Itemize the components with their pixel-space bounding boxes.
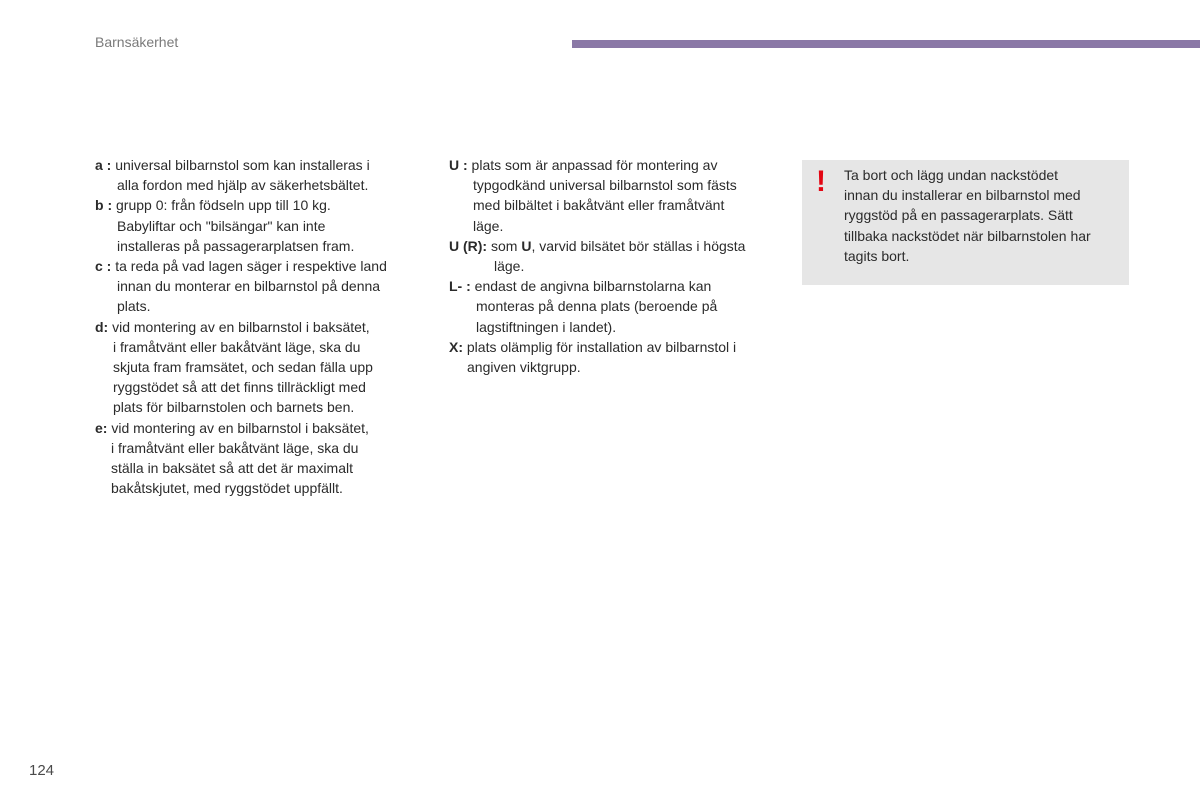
exclamation-icon: ! (816, 165, 826, 198)
definition-key: b : (95, 197, 113, 214)
definition-text: som (487, 237, 522, 254)
warning-line: tagits bort. (844, 247, 910, 264)
definition-text: i framåtvänt eller bakåtvänt läge, ska du (113, 338, 361, 355)
definition-text: skjuta fram framsätet, och sedan fälla upp (113, 359, 373, 376)
warning-line: tillbaka nackstödet när bilbarnstolen har (844, 227, 1091, 244)
definition-key: a : (95, 157, 112, 173)
definition-text: bakåtskjutet, med ryggstödet uppfällt. (111, 480, 343, 497)
definition-text: plats. (117, 298, 151, 315)
definition-text: i framåtvänt eller bakåtvänt läge, ska du (111, 439, 359, 456)
warning-box (802, 160, 1129, 285)
definition-text: endast de angivna bilbarnstolarna kan (470, 278, 712, 295)
definition-key: c : (95, 258, 112, 275)
middle-column (449, 155, 784, 377)
definition-key: U (R): (449, 237, 488, 254)
definition-text: ställa in baksätet så att det är maximalt (111, 460, 353, 477)
definition-text: ryggstödet så att det finns tillräckligt med (113, 379, 366, 396)
definition-text: installeras på passagerarplatsen fram. (117, 237, 355, 254)
definition-text: , varvid bilsätet bör ställas i högsta (531, 237, 746, 254)
definition-d (95, 317, 430, 418)
definition-text: lagstiftningen i landet). (476, 318, 617, 335)
definition-c (95, 256, 430, 317)
definition-text: innan du monterar en bilbarnstol på denna (117, 278, 381, 295)
definition-key: U : (449, 157, 468, 173)
page-number: 124 (29, 762, 55, 779)
definition-u-r (449, 236, 784, 276)
definition-key: e: (95, 419, 108, 436)
definition-text: Babyliftar och "bilsängar" kan inte (117, 217, 326, 234)
header-accent-bar (572, 40, 1200, 48)
warning-line: innan du installerar en bilbarnstol med (844, 187, 1081, 204)
definition-key: d: (95, 318, 109, 335)
warning-text (844, 165, 1124, 266)
definition-key: L- : (449, 278, 471, 295)
definition-text: angiven viktgrupp. (467, 359, 581, 376)
definition-text: vid montering av en bilbarnstol i baksätet, (108, 318, 370, 335)
definition-e (95, 418, 430, 499)
definition-text: vid montering av en bilbarnstol i baksätet, (107, 419, 369, 436)
definition-a (95, 155, 430, 195)
definition-text: monteras på denna plats (beroende på (476, 298, 718, 315)
definition-text: med bilbältet i bakåtvänt eller framåtvänt (473, 197, 725, 214)
definition-text: plats för bilbarnstolen och barnets ben. (113, 399, 355, 416)
definition-l (449, 276, 784, 337)
warning-line: ryggstöd på en passagerarplats. Sätt (844, 207, 1073, 224)
definition-key: X: (449, 338, 463, 355)
definition-x (449, 337, 784, 377)
definition-u (449, 155, 784, 236)
section-title: Barnsäkerhet (95, 34, 179, 50)
definition-text: universal bilbarnstol som kan installeras i (111, 157, 370, 173)
warning-line: Ta bort och lägg undan nackstödet (844, 167, 1059, 183)
definition-text: plats olämplig för installation av bilbarnstol i (463, 338, 737, 355)
definition-text: läge. (494, 258, 525, 275)
definition-text: grupp 0: från födseln upp till 10 kg. (112, 197, 331, 214)
definition-text: ta reda på vad lagen säger i respektive land (111, 258, 387, 275)
definition-emphasis: U (521, 237, 532, 254)
definition-text: alla fordon med hjälp av säkerhetsbältet. (117, 177, 369, 194)
definition-text: läge. (473, 217, 504, 234)
left-column (95, 155, 430, 498)
definition-text: plats som är anpassad för montering av (467, 157, 718, 173)
definition-b (95, 195, 430, 256)
definition-text: typgodkänd universal bilbarnstol som fästs (473, 177, 737, 194)
